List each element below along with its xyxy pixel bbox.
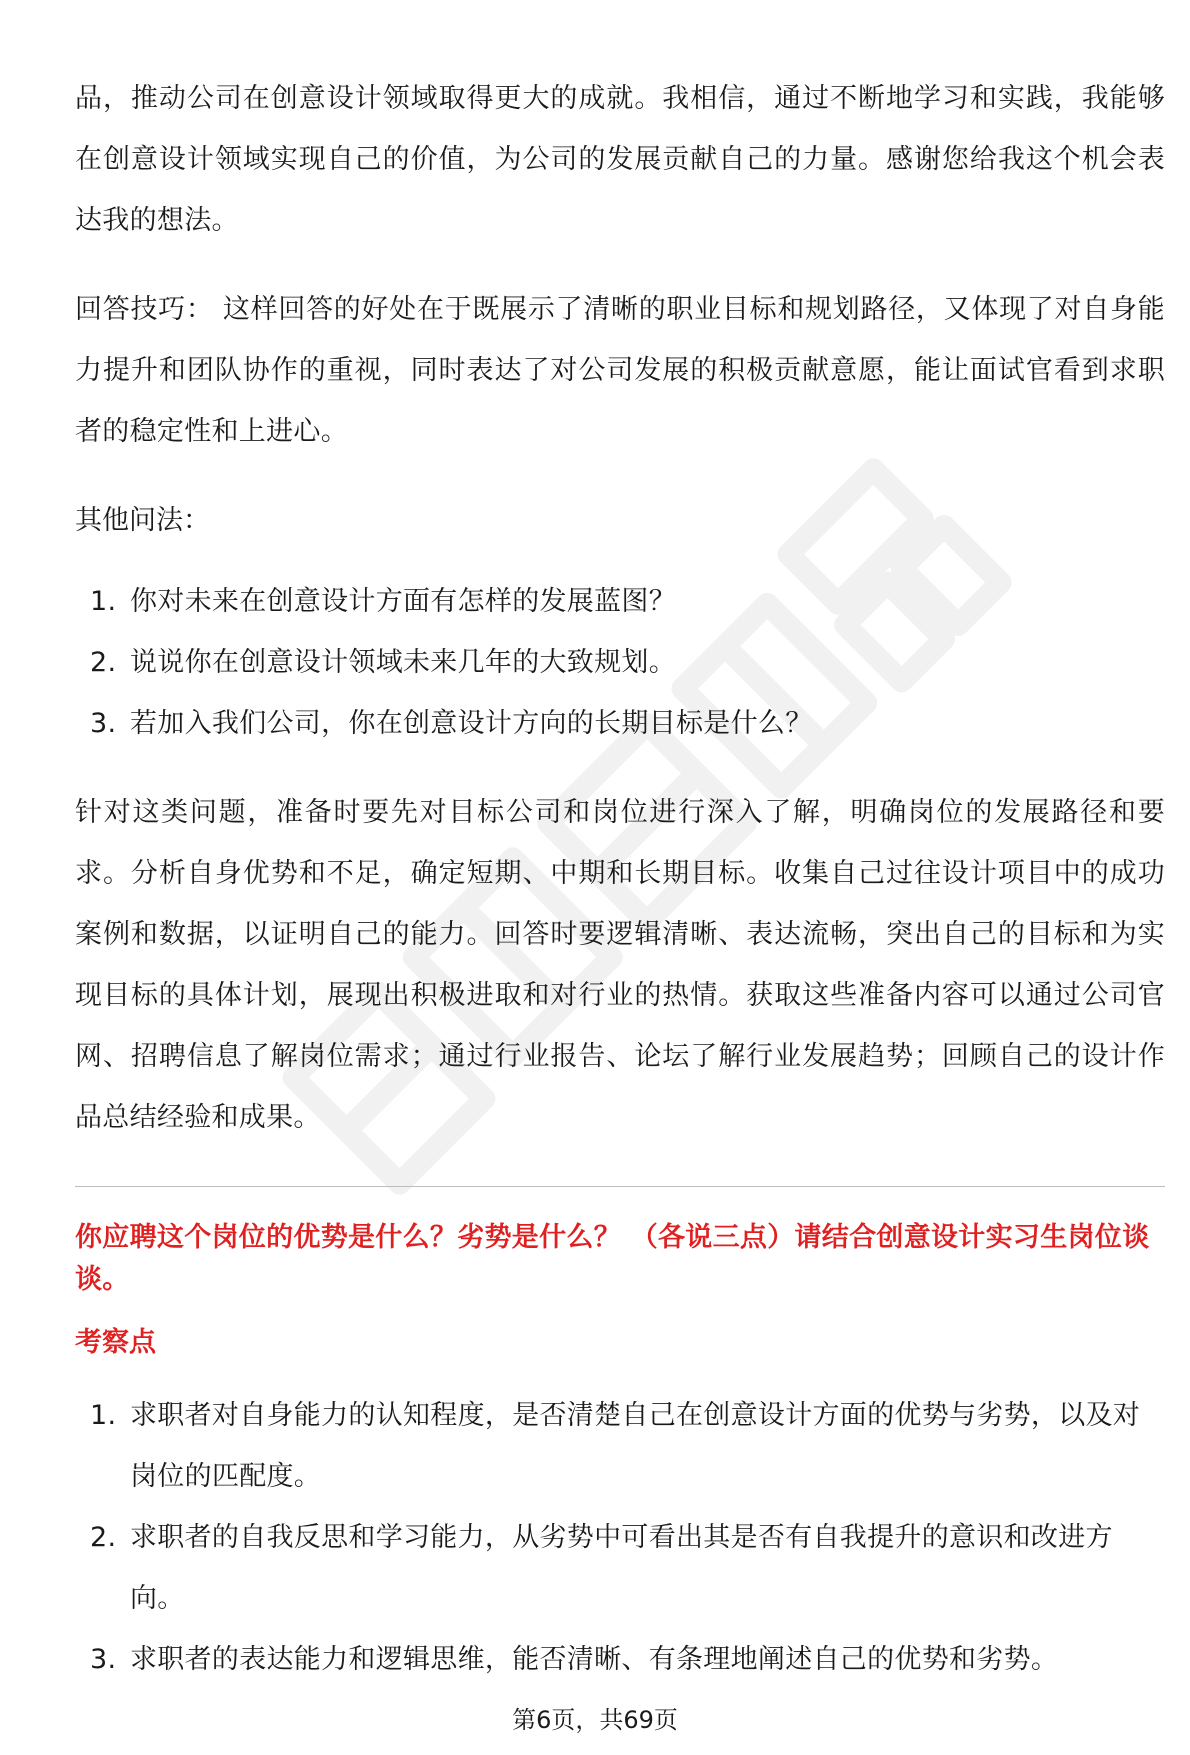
list-item (75, 1507, 1165, 1629)
intro-paragraph: 品，推动公司在创意设计领域取得更大的成就。我相信，通过不断地学习和实践，我能够在创意设计领域实现自己的价值，为公司的发展贡献自己的力量。感谢您给我这个机会表达我的想法。 (75, 83, 1165, 236)
list-item (75, 1629, 1165, 1690)
preparation-paragraph: 针对这类问题，准备时要先对目标公司和岗位进行深入了解，明确岗位的发展路径和要求。分析自身优势和不足，确定短期、中期和长期目标。收集自己过往设计项目中的成功案例和数据，以证明自己的能力。回答时要逻辑清晰、表达流畅，突出自己的目标和为实现目标的具体计划，展现出积极进取和对行业的热情。获取这些准备内容可以通过公司官网、招聘信息了解岗位需求；通过行业报告、论坛了解行业发展趋势；回顾自己的设计作品总结经验和成果。 (75, 797, 1165, 1133)
list-number: 1. (90, 1400, 117, 1431)
list-item (75, 632, 1165, 693)
assessment-points-label: 考察点 (75, 1327, 156, 1358)
section-divider (75, 1186, 1165, 1187)
list-number: 3. (90, 1644, 117, 1675)
other-questions-list (75, 571, 1165, 754)
list-item-text: 求职者的表达能力和逻辑思维，能否清晰、有条理地阐述自己的优势和劣势。 (130, 1644, 1059, 1675)
list-item-text: 求职者的自我反思和学习能力，从劣势中可看出其是否有自我提升的意识和改进方向。 (130, 1522, 1113, 1614)
list-item-text: 说说你在创意设计领域未来几年的大致规划。 (130, 647, 676, 678)
list-number: 2. (90, 647, 117, 678)
list-number: 1. (90, 586, 117, 617)
page-content (75, 68, 1165, 1690)
assessment-points-list (75, 1385, 1165, 1690)
list-number: 3. (90, 708, 117, 739)
page-number-footer: 第6页，共69页 (512, 1706, 678, 1734)
list-item (75, 1385, 1165, 1507)
list-number: 2. (90, 1522, 117, 1553)
other-questions-label: 其他问法： (75, 505, 210, 536)
question-heading: 你应聘这个岗位的优势是什么？劣势是什么？ （各说三点）请结合创意设计实习生岗位谈谈。 (75, 1222, 1150, 1295)
list-item-text: 求职者对自身能力的认知程度，是否清楚自己在创意设计方面的优势与劣势，以及对岗位的匹配度。 (130, 1400, 1141, 1492)
list-item (75, 571, 1165, 632)
list-item-text: 若加入我们公司，你在创意设计方向的长期目标是什么？ (130, 708, 813, 739)
list-item-text: 你对未来在创意设计方面有怎样的发展蓝图？ (130, 586, 676, 617)
list-item (75, 693, 1165, 754)
answer-tip-paragraph: 回答技巧： 这样回答的好处在于既展示了清晰的职业目标和规划路径，又体现了对自身能力提升和团队协作的重视，同时表达了对公司发展的积极贡献意愿，能让面试官看到求职者的稳定性和上进心。 (75, 294, 1165, 447)
